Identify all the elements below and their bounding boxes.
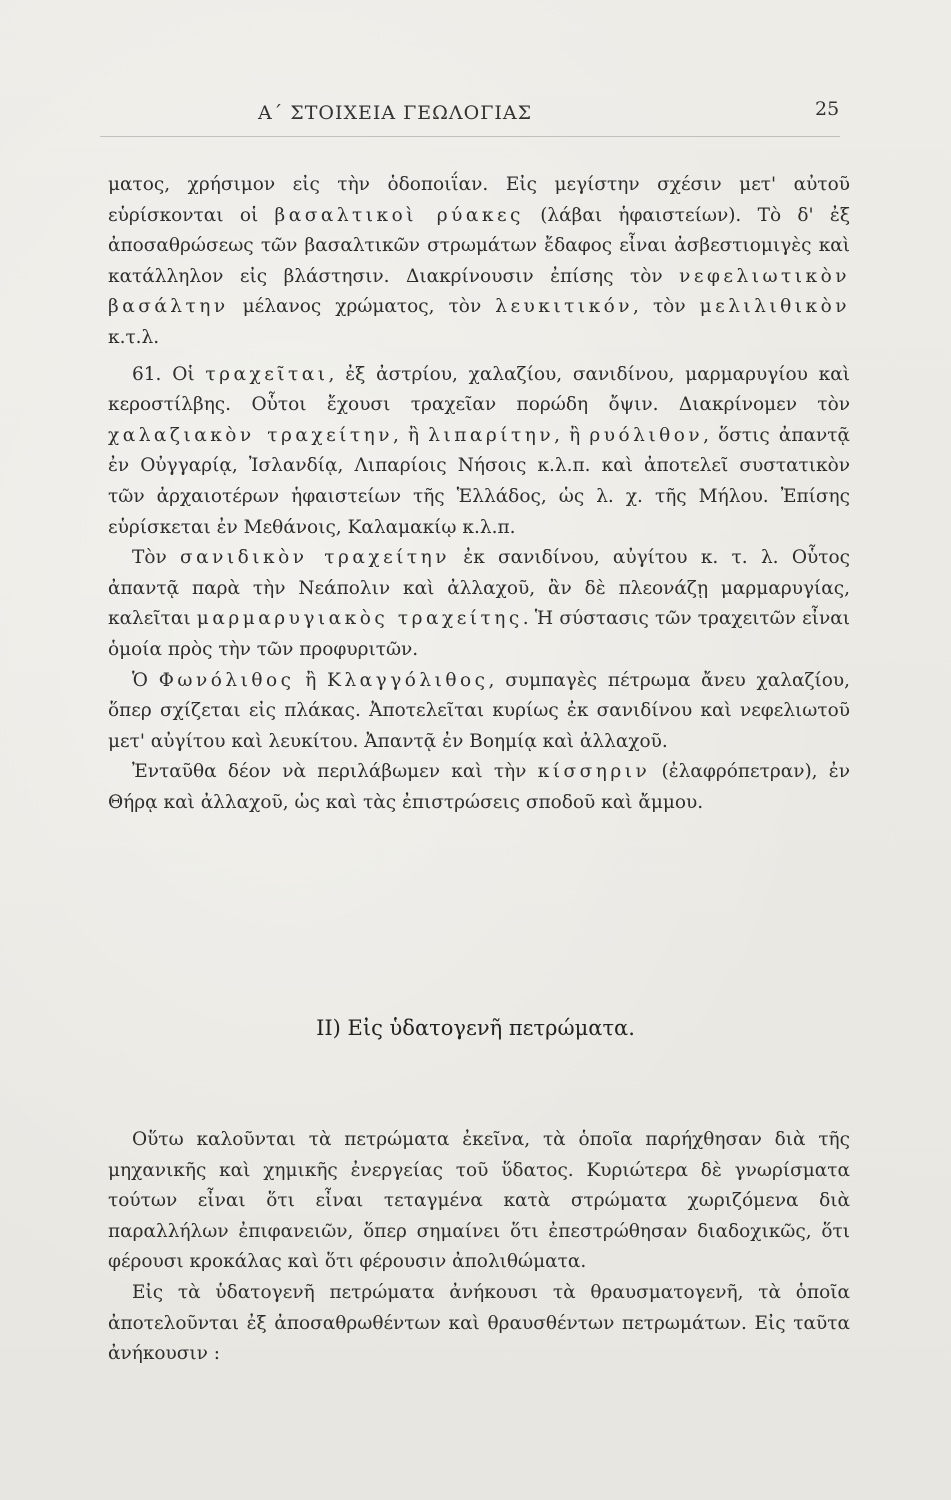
header-rule bbox=[100, 136, 840, 137]
text-run: 61. Οἱ bbox=[132, 363, 206, 385]
text-run: (λάβαι ἡφαιστείων). Τὸ δ' ἐξ ἀποσαθρώσεως τῶν βασαλτικῶν στρωμάτων ἔδαφος εἶναι ἀσβεστιομιγὲς καὶ κατάλληλον εἰς βλάστησιν. Διακρίνουσιν ἐπίσης τὸν bbox=[108, 204, 851, 287]
spaced-term: μαρμαρυγιακὸς τραχείτης bbox=[196, 608, 523, 630]
paragraph-phonolite bbox=[108, 666, 850, 758]
text-run: ἐκ σανιδίνου, αὐγίτου κ. τ. λ. Οὗτος ἀπαντᾷ παρὰ τὴν Νεάπολιν καὶ ἀλλαχοῦ, ἂν δὲ πλεονάζῃ μαρμαρυγίας, καλεῖται bbox=[108, 547, 850, 630]
page-number: 25 bbox=[815, 98, 840, 120]
text-block-upper bbox=[108, 170, 850, 818]
running-title: Α΄ ΣΤΟΙΧΕΙΑ ΓΕΩΛΟΓΙΑΣ bbox=[258, 102, 533, 124]
paragraph-sedimentary-definition: Οὕτω καλοῦνται τὰ πετρώματα ἐκεῖνα, τὰ ὁποῖα παρήχθησαν διὰ τῆς μηχανικῆς καὶ χημικῆς ἐνεργείας τοῦ ὕδατος. Κυριώτερα δὲ γνωρίσματα τούτων εἶναι ὅτι εἶναι τεταγμένα κατὰ στρώματα χωριζόμενα διὰ παραλλήλων ἐπιφανειῶν, ὅπερ σημαίνει ὅτι ἐπεστρώθησαν διαδοχικῶς, ὅτι φέρουσι κροκάλας καὶ ὅτι φέρουσιν ἀπολιθώματα. bbox=[108, 1129, 850, 1273]
text-run: , ὅστις ἀπαντᾷ ἐν Οὐγγαρίᾳ, Ἰσλανδίᾳ, Λιπαρίοις Νήσοις κ.λ.π. καὶ ἀποτελεῖ συστατικὸν τῶν ἀρχαιοτέρων ἡφαιστείων τῆς Ἑλλάδος, ὡς λ. χ. τῆς Μήλου. Ἐπίσης εὑρίσκεται ἐν Μεθάνοις, Καλαμακίῳ κ.λ.π. bbox=[108, 424, 850, 538]
text-run: , ἢ bbox=[554, 424, 590, 446]
text-run: . Ἡ σύστασις τῶν τραχειτῶν εἶναι ὁμοία πρὸς τὴν τῶν προφυριτῶν. bbox=[108, 608, 850, 660]
text-run: , συμπαγὲς πέτρωμα ἄνευ χαλαζίου, ὅπερ σχίζεται εἰς πλάκας. Ἀποτελεῖται κυρίως ἐκ σανιδίνου καὶ νεφελιωτοῦ μετ' αὐγίτου καὶ λευκίτου. Ἀπαντᾷ ἐν Βοημίᾳ καὶ ἀλλαχοῦ. bbox=[108, 669, 850, 752]
spaced-term: μελιλιθικὸν bbox=[699, 296, 850, 318]
paragraph-basalt-continuation bbox=[108, 170, 850, 354]
text-run: ματος, χρήσιμον εἰς τὴν ὁδοποιΐαν. Εἰς μεγίστην σχέσιν μετ' αὐτοῦ εὑρίσκονται οἱ bbox=[108, 174, 850, 226]
spaced-term: τραχεῖται bbox=[205, 363, 329, 385]
spaced-term: χαλαζιακὸν τραχείτην bbox=[108, 424, 393, 446]
text-run: , ἐξ ἀστρίου, χαλαζίου, σανιδίνου, μαρμαρυγίου καὶ κεροστίλβης. Οὗτοι ἔχουσι τραχεῖαν πορώδη ὄψιν. Διακρίνομεν τὸν bbox=[108, 363, 850, 416]
spaced-term: βασαλτικοὶ ρύακες bbox=[274, 204, 524, 226]
spaced-term: Κλαγγόλιθος bbox=[327, 669, 489, 691]
paragraph-trachytes bbox=[108, 360, 850, 544]
text-run: μέλανος χρώματος, τὸν bbox=[228, 296, 496, 318]
text-run: κ.τ.λ. bbox=[108, 326, 160, 348]
text-run: Ὁ bbox=[132, 669, 159, 691]
text-run: Τὸν bbox=[132, 547, 181, 569]
text-run: , τὸν bbox=[633, 296, 700, 318]
paragraph-sanidine-trachyte bbox=[108, 543, 850, 665]
spaced-term: λευκιτικόν bbox=[495, 296, 634, 318]
section-heading: ΙΙ) Εἰς ὑδατογενῆ πετρώματα. bbox=[316, 1016, 635, 1040]
text-run: Ἐνταῦθα δέον νὰ περιλάβωμεν καὶ τὴν bbox=[132, 761, 538, 783]
spaced-term: ρυόλιθον bbox=[589, 424, 704, 446]
text-run: (ἐλαφρόπετραν), ἐν Θήρᾳ καὶ ἀλλαχοῦ, ὡς καὶ τὰς ἐπιστρώσεις σποδοῦ καὶ ἄμμου. bbox=[108, 761, 850, 813]
paragraph-clastic-rocks: Εἰς τὰ ὑδατογενῆ πετρώματα ἀνήκουσι τὰ θραυσματογενῆ, τὰ ὁποῖα ἀποτελοῦνται ἐξ ἀποσαθρωθέντων καὶ θραυσθέντων πετρωμάτων. Εἰς ταῦτα ἀνήκουσιν : bbox=[108, 1281, 850, 1365]
spaced-term: κίσσηριν bbox=[537, 761, 651, 783]
text-block-lower bbox=[108, 1125, 850, 1370]
spaced-term: λιπαρίτην bbox=[428, 424, 555, 446]
text-run: ἢ bbox=[294, 669, 328, 691]
paragraph-pumice bbox=[108, 757, 850, 818]
spaced-term: νεφελιωτικὸν βασάλτην bbox=[108, 265, 850, 318]
spaced-term: σανιδικὸν τραχείτην bbox=[180, 547, 450, 569]
spaced-term: Φωνόλιθος bbox=[158, 669, 295, 691]
text-run: , ἢ bbox=[393, 424, 429, 446]
